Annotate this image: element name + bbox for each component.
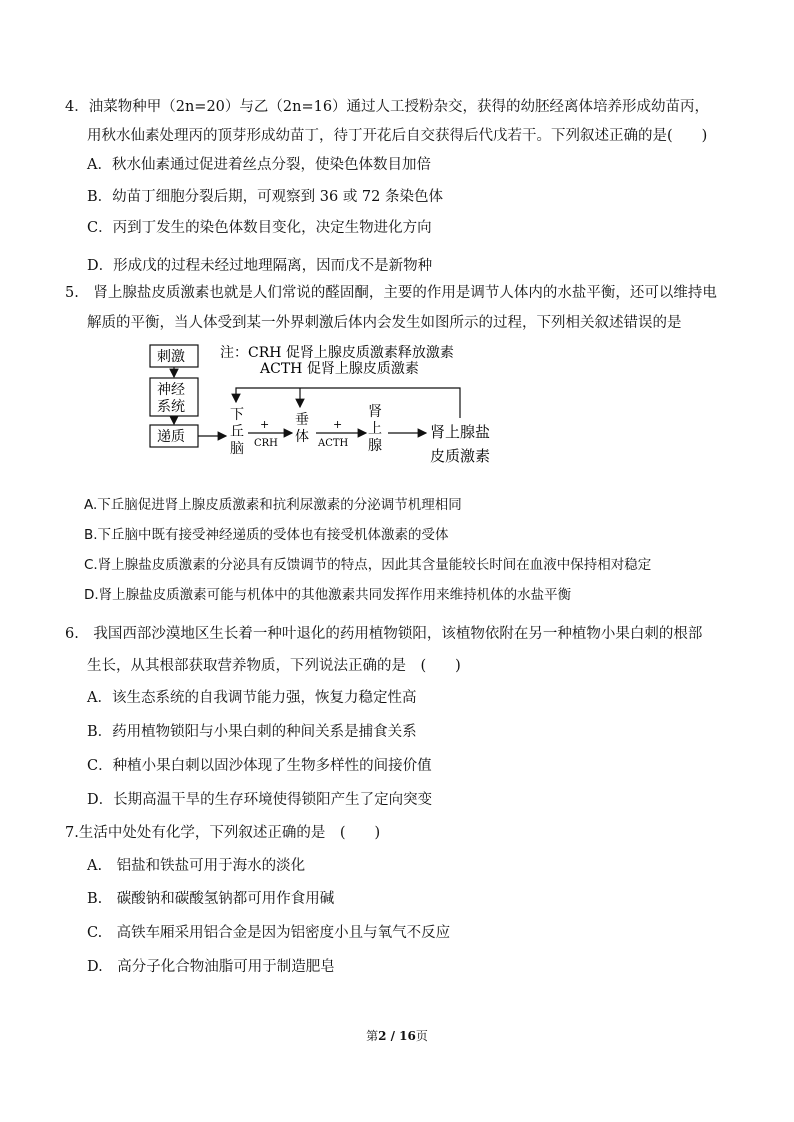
plus-sign-2: + (333, 418, 343, 431)
pituitary-char-1: 垂 (295, 412, 309, 428)
plus-sign-1: + (260, 418, 270, 431)
q7-option-a: A. 铝盐和铁盐可用于海水的淡化 (87, 858, 306, 874)
q6-option-a: A．该生态系统的自我调节能力强，恢复力稳定性高 (87, 690, 417, 706)
q5-option-c: C.肾上腺盐皮质激素的分泌具有反馈调节的特点，因此其含量能较长时间在血液中保持相对稳定 (84, 557, 652, 573)
hormone-label-2: 皮质激素 (430, 447, 491, 465)
acth-label: ACTH (318, 438, 349, 449)
q6-option-d: D．长期高温干旱的生存环境使得锁阳产生了定向突变 (87, 792, 433, 808)
q4-option-c: C．丙到丁发生的染色体数目变化，决定生物进化方向 (87, 220, 432, 236)
diagram-note-acth: ACTH 促肾上腺皮质激素 (260, 361, 419, 377)
adrenal-char-1: 肾 (368, 404, 382, 420)
q4-option-a: A．秋水仙素通过促进着丝点分裂，使染色体数目加倍 (87, 157, 431, 173)
footer-suffix: 页 (415, 1029, 428, 1043)
page-footer (0, 1027, 794, 1044)
hormone-regulation-diagram (140, 340, 520, 470)
hypothalamus-char-1: 下 (230, 407, 244, 423)
stimulus-label: 刺激 (157, 349, 185, 365)
q5-option-a: A.下丘脑促进肾上腺皮质激素和抗利尿激素的分泌调节机理相同 (84, 497, 462, 513)
q6-option-c: C．种植小果白刺以固沙体现了生物多样性的间接价值 (87, 758, 432, 774)
q4-stem-line2: 用秋水仙素处理丙的顶芽形成幼苗丁，待丁开花后自交获得后代戊若干。下列叙述正确的是( ) (87, 128, 708, 144)
q7-option-d: D. 高分子化合物油脂可用于制造肥皂 (87, 959, 335, 975)
q5-stem-line2: 解质的平衡，当人体受到某一外界刺激后体内会发生如图所示的过程，下列相关叙述错误的是 (87, 315, 682, 331)
crh-label: CRH (254, 438, 278, 449)
hypothalamus-char-2: 丘 (230, 424, 244, 440)
adrenal-char-2: 上 (368, 421, 382, 437)
q4-option-d: D．形成戊的过程未经过地理隔离，因而戊不是新物种 (87, 258, 433, 274)
hormone-label-1: 肾上腺盐 (430, 423, 491, 441)
q7-option-c: C. 高铁车厢采用铝合金是因为铝密度小且与氧气不反应 (87, 925, 451, 941)
q6-option-b: B．药用植物锁阳与小果白刺的种间关系是捕食关系 (87, 724, 417, 740)
q4-option-b: B．幼苗丁细胞分裂后期，可观察到 36 或 72 条染色体 (87, 189, 443, 205)
q7-stem-line1: 7.生活中处处有化学，下列叙述正确的是 ( ) (65, 825, 381, 841)
page-number: 2 / 16 (378, 1029, 416, 1043)
footer-prefix: 第 (366, 1029, 379, 1043)
hypothalamus-char-3: 脑 (230, 441, 244, 457)
q7-option-b: B. 碳酸钠和碳酸氢钠都可用作食用碱 (87, 891, 335, 907)
q5-option-d: D.肾上腺盐皮质激素可能与机体中的其他激素共同发挥作用来维持机体的水盐平衡 (84, 587, 572, 603)
nerve-label-1: 神经 (157, 382, 185, 398)
adrenal-char-3: 腺 (368, 438, 382, 454)
q4-stem-line1: 4．油菜物种甲（2n=20）与乙（2n=16）通过人工授粉杂交，获得的幼胚经离体培养形成幼苗丙， (65, 99, 710, 115)
q6-stem-line2: 生长，从其根部获取营养物质，下列说法正确的是 ( ) (87, 658, 461, 674)
diagram-note-crh: 注：CRH 促肾上腺皮质激素释放激素 (220, 345, 454, 361)
transmitter-label: 递质 (157, 429, 185, 445)
pituitary-char-2: 体 (295, 429, 309, 445)
feedback-arrow-hypothalamus (236, 388, 460, 418)
nerve-label-2: 系统 (157, 399, 185, 415)
q5-stem-line1: 5. 肾上腺盐皮质激素也就是人们常说的醛固酮，主要的作用是调节人体内的水盐平衡，还可以维持电 (65, 285, 717, 301)
q5-option-b: B.下丘脑中既有接受神经递质的受体也有接受机体激素的受体 (84, 527, 449, 543)
q6-stem-line1: 6. 我国西部沙漠地区生长着一种叶退化的药用植物锁阳，该植物依附在另一种植物小果白刺的根部 (65, 626, 703, 642)
